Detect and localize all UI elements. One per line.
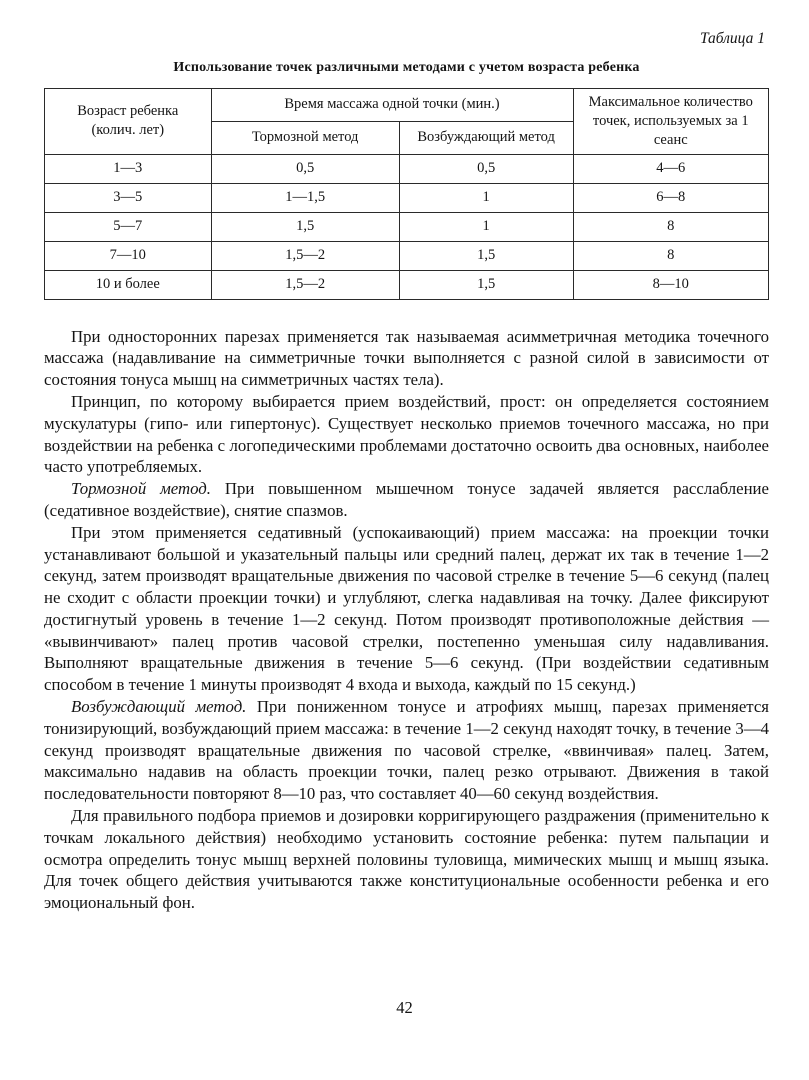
cell-age: 3—5 xyxy=(45,183,212,212)
cell-exciting: 0,5 xyxy=(399,154,573,183)
cell-inhibitory: 1,5—2 xyxy=(211,241,399,270)
body-text xyxy=(44,326,769,915)
cell-inhibitory: 1,5—2 xyxy=(211,270,399,299)
paragraph-text: При односторонних парезах применяется так называемая асимметричная методика точечного массажа (надавливание на симметричные точки выполняется с разной силой в зависимости от состояния тонуса мышц на симметричных частях тела). xyxy=(44,326,769,390)
table-row xyxy=(45,154,769,183)
paragraph-text: Принцип, по которому выбирается прием воздействий, прост: он определяется состоянием мускулатуры (гипо- или гипертонус). Существует несколько приемов точечного массажа, но при воздействии на ребенка с логопедическими проблемами достаточно освоить два основных, наиболее часто употребляемых. xyxy=(44,391,769,477)
cell-age: 5—7 xyxy=(45,212,212,241)
paragraph-lead: Тормозной метод. xyxy=(71,479,211,499)
paragraph-principle xyxy=(44,391,769,478)
paragraph-inhibitory-method xyxy=(44,478,769,522)
table-caption: Таблица 1 xyxy=(699,30,765,47)
paragraph-text: При пониженном тонусе и атрофиях мышц, парезах применяется тонизирующий, возбуждающий прием массажа: в течение 1—2 секунд находят точку, в течение 3—4 секунд производят вращательные движения по часовой стрелке, «ввинчивая» палец. Затем, максимально надавив на область проекции точки, палец резко отрывают. Движения в такой последовательности повторяют 8—10 раз, что составляет 40—60 секунд воздействия. xyxy=(44,697,769,804)
cell-inhibitory: 1—1,5 xyxy=(211,183,399,212)
massage-methods-table xyxy=(44,88,769,300)
column-header-exciting-method: Возбуждающий метод xyxy=(399,121,573,154)
column-header-inhibitory-method: Тормозной метод xyxy=(211,121,399,154)
cell-inhibitory: 0,5 xyxy=(211,154,399,183)
paragraph-text: При повышенном мышечном тонусе задачей является расслабление (седативное воздействие), снятие спазмов. xyxy=(44,479,769,520)
page-number: 42 xyxy=(396,998,413,1017)
cell-max-points: 8 xyxy=(573,241,769,270)
cell-max-points: 4—6 xyxy=(573,154,769,183)
paragraph-sedative-technique xyxy=(44,522,769,696)
paragraph-asymmetric-method xyxy=(44,326,769,391)
cell-exciting: 1,5 xyxy=(399,241,573,270)
table-row xyxy=(45,270,769,299)
paragraph-exciting-method xyxy=(44,696,769,805)
cell-age: 1—3 xyxy=(45,154,212,183)
cell-age: 10 и более xyxy=(45,270,212,299)
paragraph-text: При этом применяется седативный (успокаивающий) прием массажа: на проекции точки устанавливают большой и указательный пальцы или средний палец, держат их так в течение 1—2 секунд, затем производят вращательные движения по часовой стрелке в течение 5—6 секунд (палец не сходит с области проекции точки) и углубляют, слегка надавливая на точку. Далее фиксируют достигнутый уровень в течение 1—2 секунд. Потом производят противоположные действия — «вывинчивают» палец против часовой стрелки, постепенно уменьшая силу надавливания. Выполняют вращательные движения в течение 5—6 секунд. (При воздействии седативным способом в течение 1 минуты производят 4 входа и выхода, каждый по 15 секунд.) xyxy=(44,522,769,695)
paragraph-dosage-selection xyxy=(44,805,769,914)
table-row xyxy=(45,212,769,241)
cell-max-points: 6—8 xyxy=(573,183,769,212)
cell-max-points: 8 xyxy=(573,212,769,241)
paragraph-lead: Возбуждающий метод. xyxy=(71,697,247,717)
table-row xyxy=(45,183,769,212)
cell-exciting: 1,5 xyxy=(399,270,573,299)
column-header-age: Возраст ребенка (колич. лет) xyxy=(45,89,212,155)
paragraph-text: Для правильного подбора приемов и дозировки корригирующего раздражения (применительно к точкам локального действия) необходимо установить состояние ребенка: путем пальпации и осмотра определить тонус мышц верхней половины туловища, мимических мышц и мышц языка. Для точек общего действия учитываются также конституциональные особенности ребенка и его эмоциональный фон. xyxy=(44,806,769,913)
column-header-max-points: Максимальное количество точек, используемых за 1 сеанс xyxy=(573,89,769,155)
cell-inhibitory: 1,5 xyxy=(211,212,399,241)
column-header-time-group: Время массажа одной точки (мин.) xyxy=(211,89,573,122)
cell-age: 7—10 xyxy=(45,241,212,270)
table-title: Использование точек различными методами с учетом возраста ребенка xyxy=(173,60,640,75)
cell-max-points: 8—10 xyxy=(573,270,769,299)
table-row xyxy=(45,241,769,270)
cell-exciting: 1 xyxy=(399,183,573,212)
cell-exciting: 1 xyxy=(399,212,573,241)
